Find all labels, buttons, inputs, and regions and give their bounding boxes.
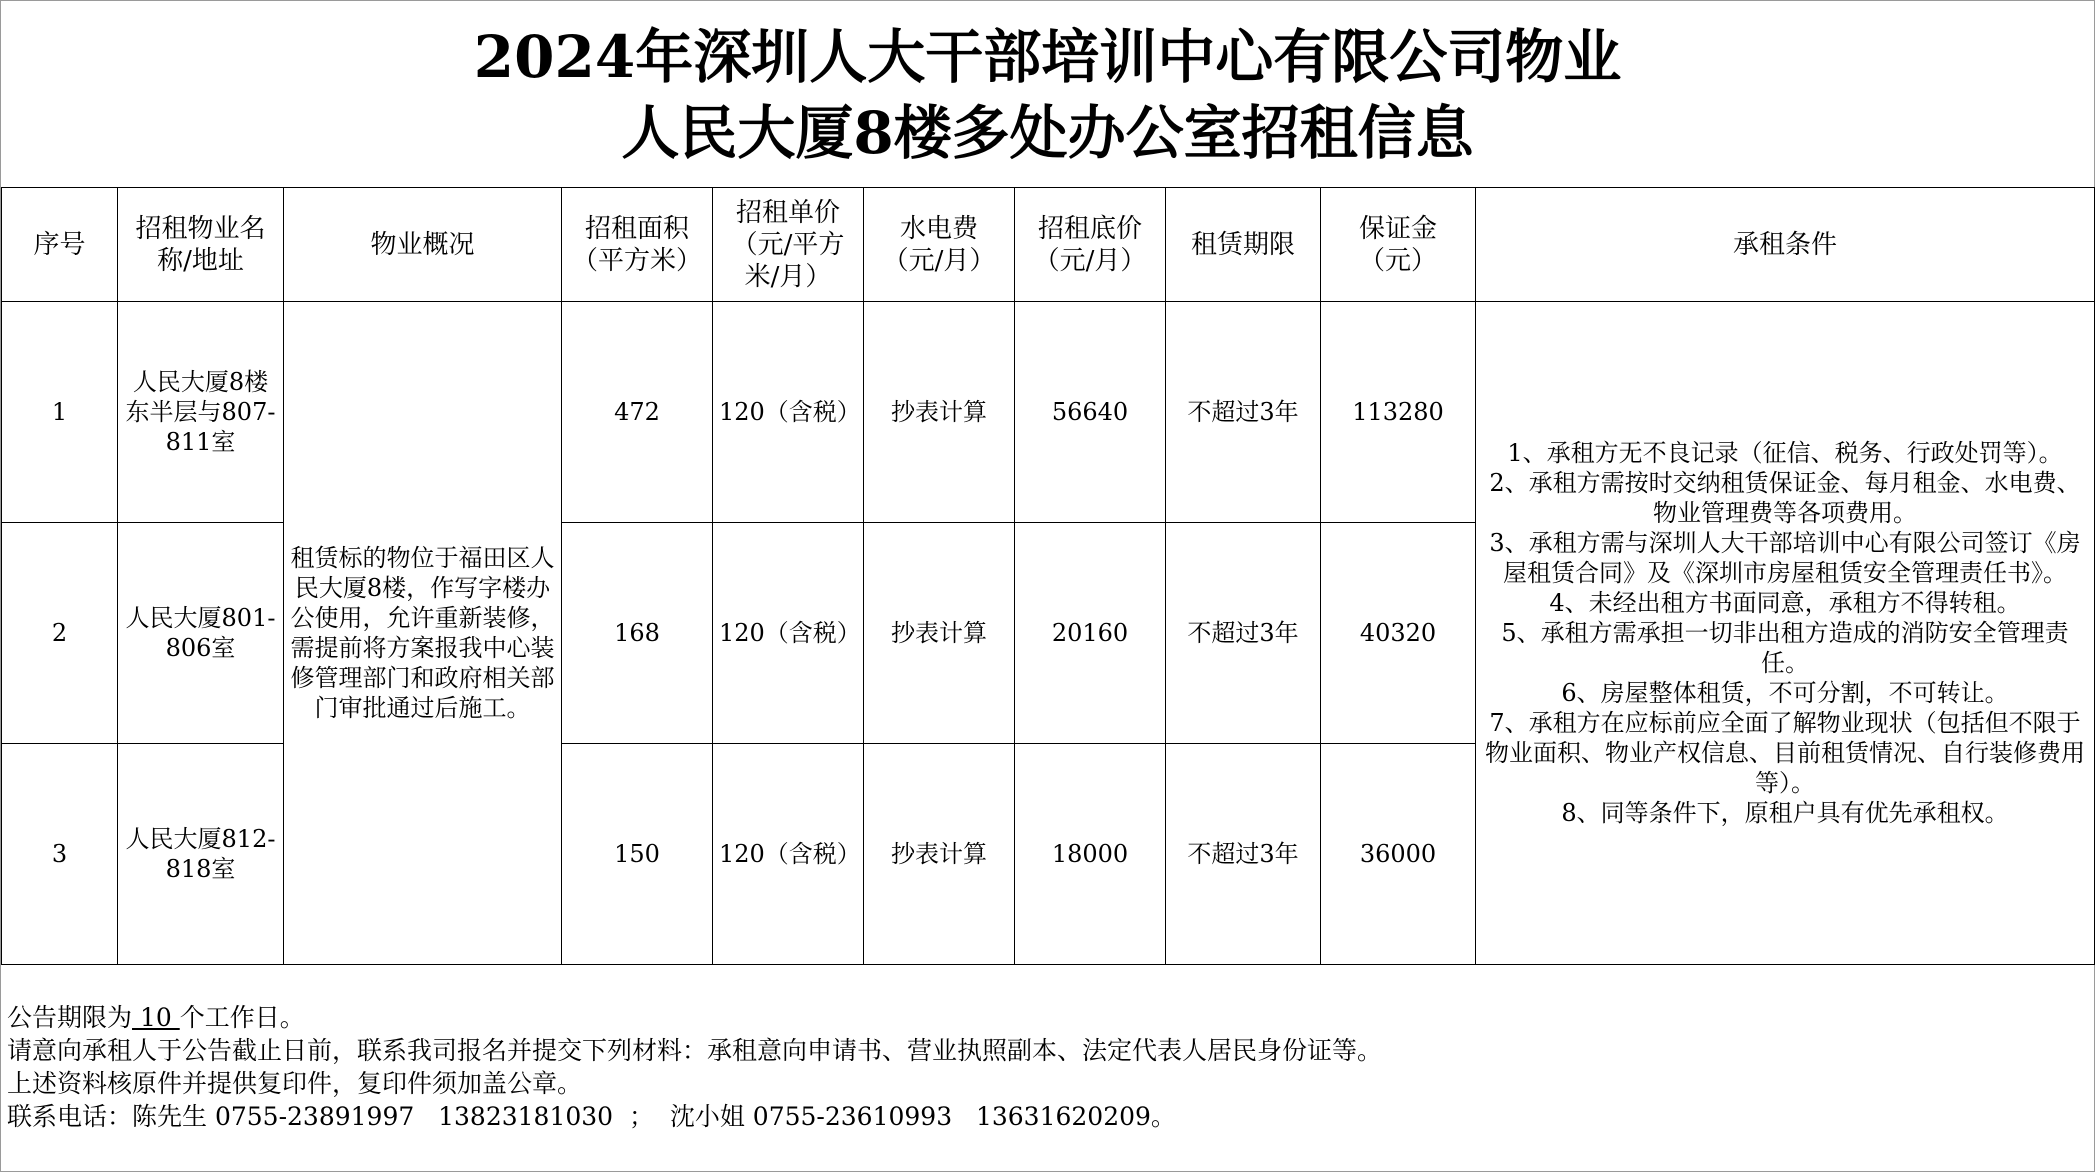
- cell-deposit: 113280: [1321, 302, 1476, 523]
- cell-utilities: 抄表计算: [864, 302, 1015, 523]
- cell-term: 不超过3年: [1166, 302, 1321, 523]
- cell-seq: 3: [2, 744, 118, 965]
- header-seq: 序号: [2, 188, 118, 302]
- cell-unit-price: 120（含税）: [713, 302, 864, 523]
- cell-deposit: 40320: [1321, 523, 1476, 744]
- table-row: [2, 302, 2095, 523]
- period-suffix: 个工作日。: [179, 1003, 305, 1032]
- period-prefix: 公告期限为: [7, 1003, 133, 1032]
- condition-item: 5、承租方需承担一切非出租方造成的消防安全管理责任。: [1501, 619, 2069, 677]
- title-line-2: 人民大厦8楼多处办公室招租信息: [621, 99, 1474, 167]
- cell-unit-price: 120（含税）: [713, 523, 864, 744]
- condition-item: 1、承租方无不良记录（征信、税务、行政处罚等）。: [1507, 439, 2063, 467]
- header-conditions: 承租条件: [1476, 188, 2095, 302]
- cell-name: 人民大厦812-818室: [118, 744, 284, 965]
- document-requirements: 上述资料核原件并提供复印件，复印件须加盖公章。: [7, 1069, 583, 1098]
- condition-item: 3、承租方需与深圳人大干部培训中心有限公司签订《房屋租赁合同》及《深圳市房屋租赁安全管理责任书》。: [1489, 529, 2081, 587]
- cell-utilities: 抄表计算: [864, 523, 1015, 744]
- header-base-price: 招租底价（元/月）: [1015, 188, 1166, 302]
- rental-table: [1, 187, 2095, 965]
- title-line-1: 2024年深圳人大干部培训中心有限公司物业: [473, 23, 1622, 91]
- header-utilities: 水电费（元/月）: [864, 188, 1015, 302]
- condition-item: 7、承租方在应标前应全面了解物业现状（包括但不限于物业面积、物业产权信息、目前租赁情况、自行装修费用等）。: [1485, 709, 2085, 797]
- cell-base-price: 18000: [1015, 744, 1166, 965]
- period-value: 10: [132, 1003, 180, 1032]
- notice-footer: [7, 1001, 1382, 1133]
- cell-name: 人民大厦801-806室: [118, 523, 284, 744]
- cell-seq: 1: [2, 302, 118, 523]
- cell-overview: 租赁标的物位于福田区人民大厦8楼，作写字楼办公使用，允许重新装修，需提前将方案报我中心装修管理部门和政府相关部门审批通过后施工。: [284, 302, 562, 965]
- condition-item: 6、房屋整体租赁，不可分割，不可转让。: [1561, 679, 2009, 707]
- cell-utilities: 抄表计算: [864, 744, 1015, 965]
- header-name: 招租物业名称/地址: [118, 188, 284, 302]
- condition-item: 2、承租方需按时交纳租赁保证金、每月租金、水电费、物业管理费等各项费用。: [1489, 469, 2081, 527]
- cell-area: 168: [562, 523, 713, 744]
- page-title: [1, 19, 2094, 171]
- header-overview: 物业概况: [284, 188, 562, 302]
- cell-area: 472: [562, 302, 713, 523]
- condition-item: 4、未经出租方书面同意，承租方不得转租。: [1549, 589, 2021, 617]
- header-unit-price: 招租单价（元/平方米/月）: [713, 188, 864, 302]
- cell-term: 不超过3年: [1166, 523, 1321, 744]
- notice-period: [7, 1001, 1382, 1034]
- application-instructions: 请意向承租人于公告截止日前，联系我司报名并提交下列材料：承租意向申请书、营业执照副本、法定代表人居民身份证等。: [7, 1036, 1383, 1065]
- cell-deposit: 36000: [1321, 744, 1476, 965]
- cell-area: 150: [562, 744, 713, 965]
- cell-unit-price: 120（含税）: [713, 744, 864, 965]
- header-row: [2, 188, 2095, 302]
- cell-conditions: [1476, 302, 2095, 965]
- cell-base-price: 56640: [1015, 302, 1166, 523]
- header-deposit: 保证金（元）: [1321, 188, 1476, 302]
- cell-base-price: 20160: [1015, 523, 1166, 744]
- condition-item: 8、同等条件下，原租户具有优先承租权。: [1561, 799, 2009, 827]
- header-area: 招租面积（平方米）: [562, 188, 713, 302]
- cell-seq: 2: [2, 523, 118, 744]
- contact-phones: 联系电话：陈先生 0755-23891997 13823181030 ； 沈小姐 0755-23610993 13631620209。: [7, 1102, 1176, 1131]
- header-term: 租赁期限: [1166, 188, 1321, 302]
- cell-name: 人民大厦8楼东半层与807-811室: [118, 302, 284, 523]
- cell-term: 不超过3年: [1166, 744, 1321, 965]
